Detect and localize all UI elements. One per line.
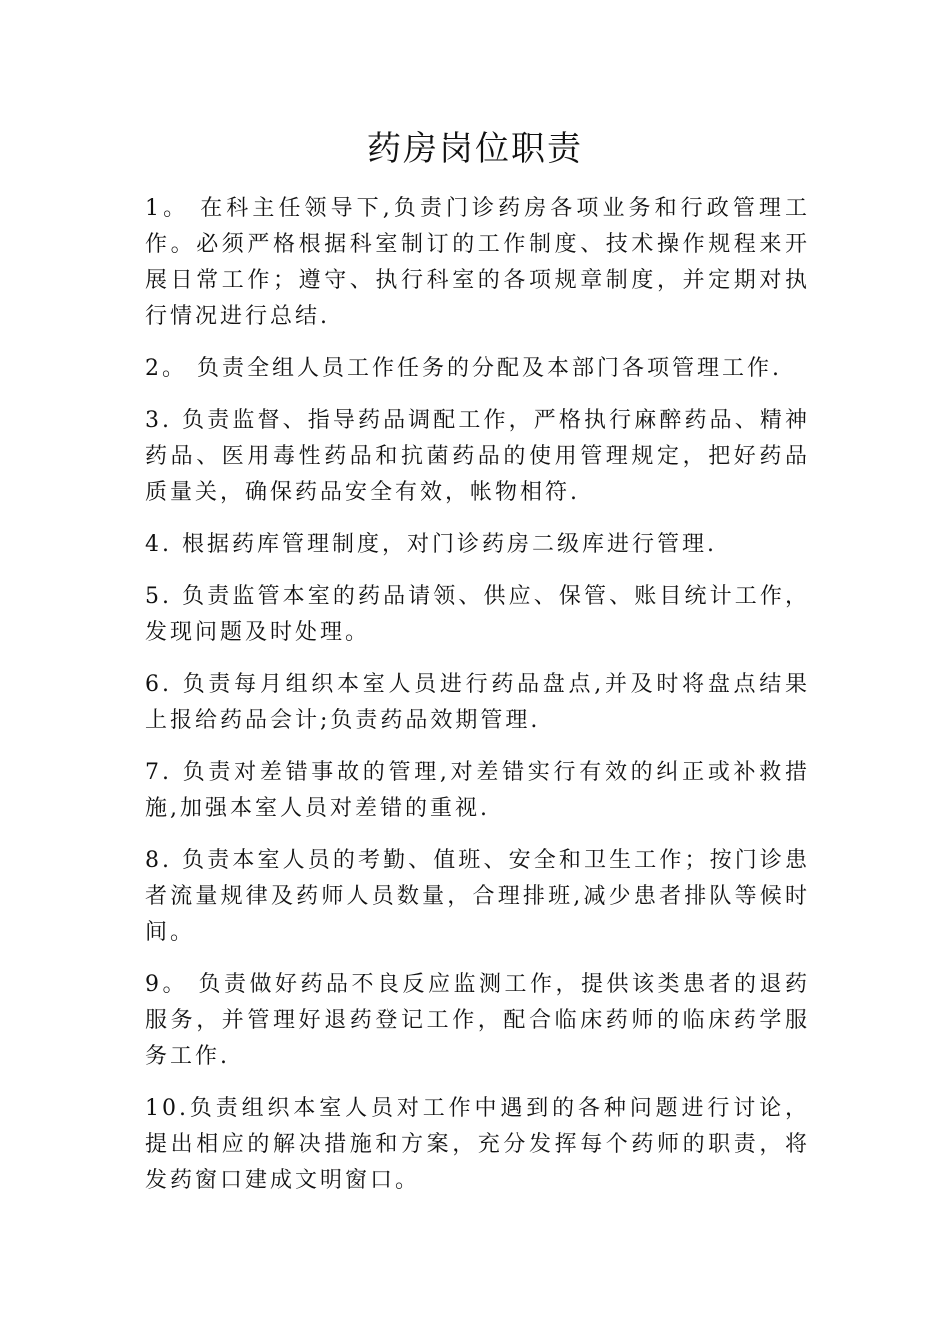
duty-item-9: 9。 负责做好药品不良反应监测工作，提供该类患者的退药服务，并管理好退药登记工作，配合临床药师的临床药学服务工作. bbox=[145, 972, 810, 1069]
duty-item-8: 8. 负责本室人员的考勤、值班、安全和卫生工作；按门诊患者流量规律及药师人员数量，合理排班,减少患者排队等候时间。 bbox=[145, 848, 810, 945]
duty-item-7: 7. 负责对差错事故的管理,对差错实行有效的纠正或补救措施,加强本室人员对差错的重视. bbox=[145, 760, 810, 821]
duty-item-5: 5. 负责监管本室的药品请领、供应、保管、账目统计工作，发现问题及时处理。 bbox=[145, 584, 810, 645]
duty-item-3: 3. 负责监督、指导药品调配工作，严格执行麻醉药品、精神药品、医用毒性药品和抗菌药品的使用管理规定，把好药品质量关，确保药品安全有效，帐物相符. bbox=[145, 408, 810, 505]
duty-item-6: 6. 负责每月组织本室人员进行药品盘点,并及时将盘点结果上报给药品会计;负责药品效期管理. bbox=[145, 672, 810, 733]
duty-item-4: 4. 根据药库管理制度，对门诊药房二级库进行管理. bbox=[145, 532, 717, 557]
document-title: 药房岗位职责 bbox=[367, 129, 583, 169]
duty-item-1: 1。 在科主任领导下,负责门诊药房各项业务和行政管理工作。必须严格根据科室制订的工作制度、技术操作规程来开展日常工作；遵守、执行科室的各项规章制度，并定期对执行情况进行总结. bbox=[145, 196, 810, 329]
duty-item-2: 2。 负责全组人员工作任务的分配及本部门各项管理工作. bbox=[145, 356, 782, 381]
duty-item-10: 10.负责组织本室人员对工作中遇到的各种问题进行讨论，提出相应的解决措施和方案，充分发挥每个药师的职责，将发药窗口建成文明窗口。 bbox=[145, 1096, 810, 1193]
duty-list bbox=[145, 191, 810, 1215]
